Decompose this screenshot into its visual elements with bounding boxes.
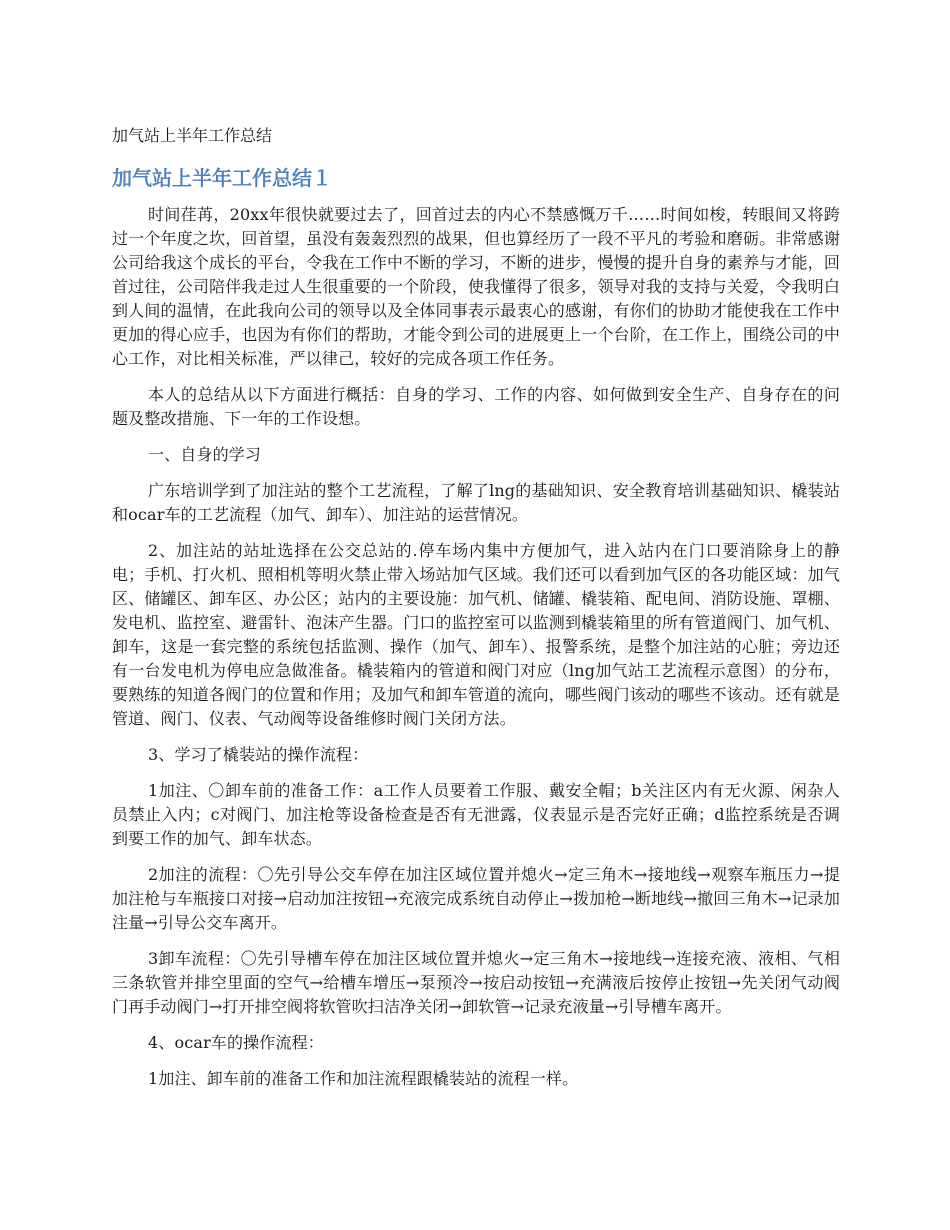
document-body	[112, 203, 840, 1103]
paragraph-summary-outline: 本人的总结从以下方面进行概括：自身的学习、工作的内容、如何做到安全生产、自身存在的问题及整改措施、下一年的工作设想。	[112, 385, 840, 428]
paragraph-refueling-process: 2加注的流程：〇先引导公交车停在加注区域位置并熄火→定三角木→接地线→观察车瓶压力→提加注枪与车瓶接口对接→启动加注按钮→充液完成系统自动停止→拨加枪→断地线→撤回三角木→记录加注量→引导公交车离开。	[112, 865, 840, 932]
paragraph-training: 广东培训学到了加注站的整个工艺流程，了解了lng的基础知识、安全教育培训基础知识、橇装站和ocar车的工艺流程（加气、卸车）、加注站的运营情况。	[112, 481, 840, 524]
paragraph-unloading-process: 3卸车流程：〇先引导槽车停在加注区域位置并熄火→定三角木→接地线→连接充液、液相、气相三条软管并排空里面的空气→给槽车增压→泵预冷→按启动按钮→充满液后按停止按钮→先关闭气动阀门再手动阀门→打开排空阀将软管吹扫洁净关闭→卸软管→记录充液量→引导槽车离开。	[112, 949, 840, 1016]
paragraph-preparation: 1加注、〇卸车前的准备工作：a工作人员要着工作服、戴安全帽；b关注区内有无火源、闲杂人员禁止入内；c对阀门、加注枪等设备检查是否有无泄露，仪表显示是否完好正确；d监控系统是否调到要工作的加气、卸车状态。	[112, 781, 840, 848]
paragraph-subheading-skid-operation: 3、学习了橇装站的操作流程：	[148, 745, 369, 764]
paragraph-subheading-ocar-operation: 4、ocar车的操作流程：	[148, 1033, 324, 1052]
paragraph-station-layout: 2、加注站的站址选择在公交总站的.停车场内集中方便加气，进入站内在门口要消除身上的静电；手机、打火机、照相机等明火禁止带入场站加气区域。我们还可以看到加气区的各功能区域：加气区、储罐区、卸车区、办公区；站内的主要设施：加气机、储罐、橇装箱、配电间、消防设施、罩棚、发电机、监控室、避雷针、泡沫产生器。门口的监控室可以监测到橇装箱里的所有管道阀门、加气机、卸车，这是一套完整的系统包括监测、操作（加气、卸车）、报警系统，是整个加注站的心脏；旁边还有一台发电机为停电应急做准备。橇装箱内的管道和阀门对应（lng加气站工艺流程示意图）的分布，要熟练的知道各阀门的位置和作用；及加气和卸车管道的流向，哪些阀门该动的哪些不该动。还有就是管道、阀门、仪表、气动阀等设备维修时阀门关闭方法。	[112, 541, 840, 728]
document-title: 加气站上半年工作总结	[112, 126, 273, 145]
paragraph-subheading-self-study: 一、自身的学习	[148, 445, 262, 464]
paragraph-intro: 时间荏苒，20xx年很快就要过去了，回首过去的内心不禁感慨万千……时间如梭，转眼间又将跨过一个年度之坎，回首望，虽没有轰轰烈烈的战果，但也算经历了一段不平凡的考验和磨砺。非常感谢公司给我这个成长的平台，令我在工作中不断的学习，不断的进步，慢慢的提升自身的素养与才能，回首过往，公司陪伴我走过人生很重要的一个阶段，使我懂得了很多，领导对我的支持与关爱，令我明白到人间的温情，在此我向公司的领导以及全体同事表示最衷心的感谢，有你们的协助才能使我在工作中更加的得心应手，也因为有你们的帮助，才能令到公司的进展更上一个台阶，在工作上，围绕公司的中心工作，对比相关标准，严以律己，较好的完成各项工作任务。	[112, 205, 840, 368]
paragraph-ocar-preparation: 1加注、卸车前的准备工作和加注流程跟橇装站的流程一样。	[148, 1069, 579, 1088]
section-heading: 加气站上半年工作总结１	[112, 166, 332, 190]
